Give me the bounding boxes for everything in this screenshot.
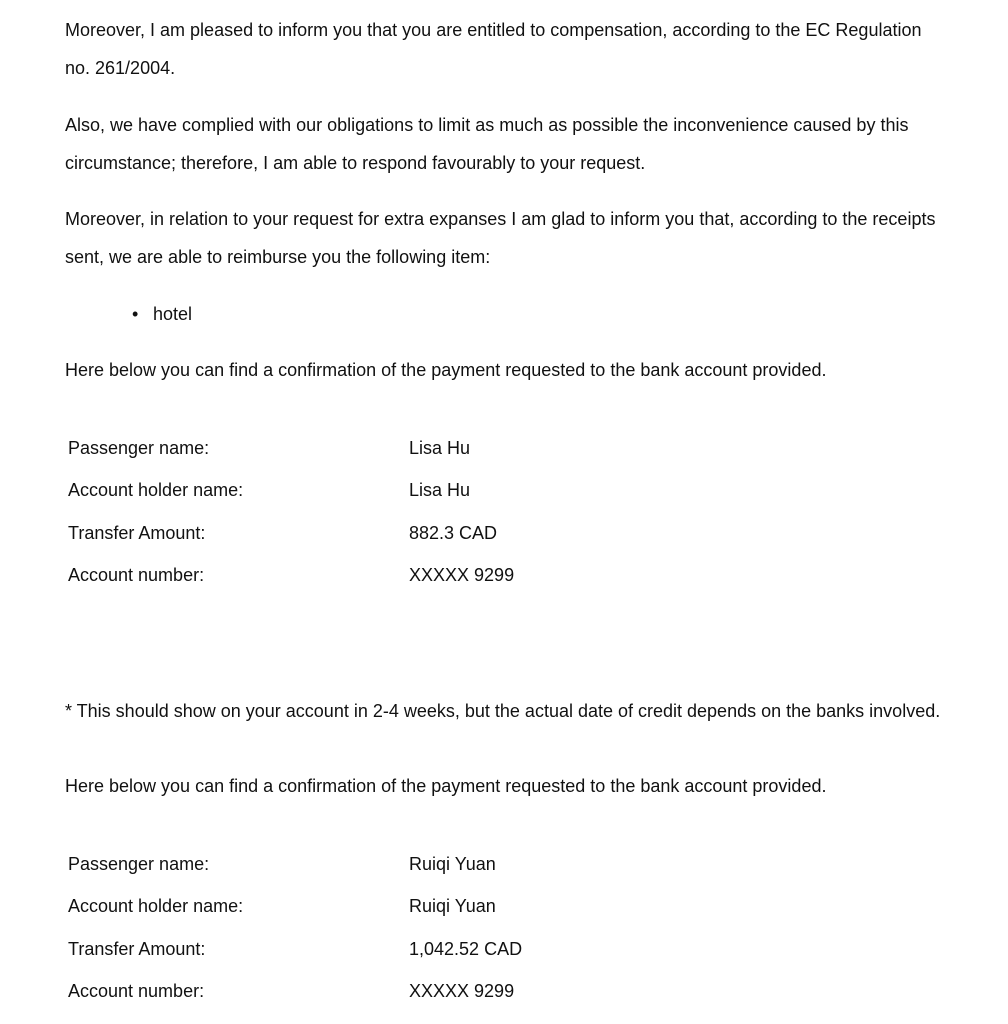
passenger-name-value: Lisa Hu xyxy=(409,437,471,458)
account-number-value: XXXXX 9299 xyxy=(409,565,515,586)
account-number-label: Account number: xyxy=(68,981,205,1002)
transfer-amount-value: 882.3 CAD xyxy=(409,522,498,543)
passenger-name-label: Passenger name: xyxy=(68,853,210,874)
obligations-paragraph: Also, we have complied with our obligations to limit as much as possible the inconvenience caused by this circumstance; therefore, I am able to respond favourably to your request. xyxy=(65,115,909,173)
table-row xyxy=(64,928,713,971)
passenger-name-label: Passenger name: xyxy=(68,437,210,458)
account-holder-value: Ruiqi Yuan xyxy=(409,896,496,917)
credit-timing-note: * This should show on your account in 2-4 weeks, but the actual date of credit depends on the banks involved. xyxy=(65,701,941,721)
table-row xyxy=(64,843,713,886)
transfer-amount-value: 1,042.52 CAD xyxy=(409,938,523,959)
passenger-name-value: Ruiqi Yuan xyxy=(409,853,496,874)
payment-details-table xyxy=(64,843,713,1013)
account-holder-label: Account holder name: xyxy=(68,480,244,501)
payment-details-table xyxy=(64,427,713,597)
account-holder-value: Lisa Hu xyxy=(409,480,471,501)
transfer-amount-label: Transfer Amount: xyxy=(68,522,206,543)
account-number-value: XXXXX 9299 xyxy=(409,981,515,1002)
list-item: • hotel xyxy=(130,295,192,333)
table-row xyxy=(64,470,713,513)
table-row xyxy=(64,555,713,598)
table-row xyxy=(64,971,713,1014)
compensation-paragraph: Moreover, I am pleased to inform you that you are entitled to compensation, according to the EC Regulation no. 261/2004. xyxy=(65,20,922,78)
account-number-label: Account number: xyxy=(68,565,205,586)
payment-confirmation-paragraph: Here below you can find a confirmation of the payment requested to the bank account provided. xyxy=(65,776,827,796)
transfer-amount-label: Transfer Amount: xyxy=(68,938,206,959)
reimbursed-items-list xyxy=(130,295,192,333)
table-row xyxy=(64,512,713,555)
table-row xyxy=(64,427,713,470)
account-holder-label: Account holder name: xyxy=(68,896,244,917)
payment-confirmation-paragraph: Here below you can find a confirmation of the payment requested to the bank account provided. xyxy=(65,360,827,380)
table-row xyxy=(64,886,713,929)
extra-expenses-paragraph: Moreover, in relation to your request for extra expanses I am glad to inform you that, according to the receipts sent, we are able to reimburse you the following item: xyxy=(65,209,936,267)
